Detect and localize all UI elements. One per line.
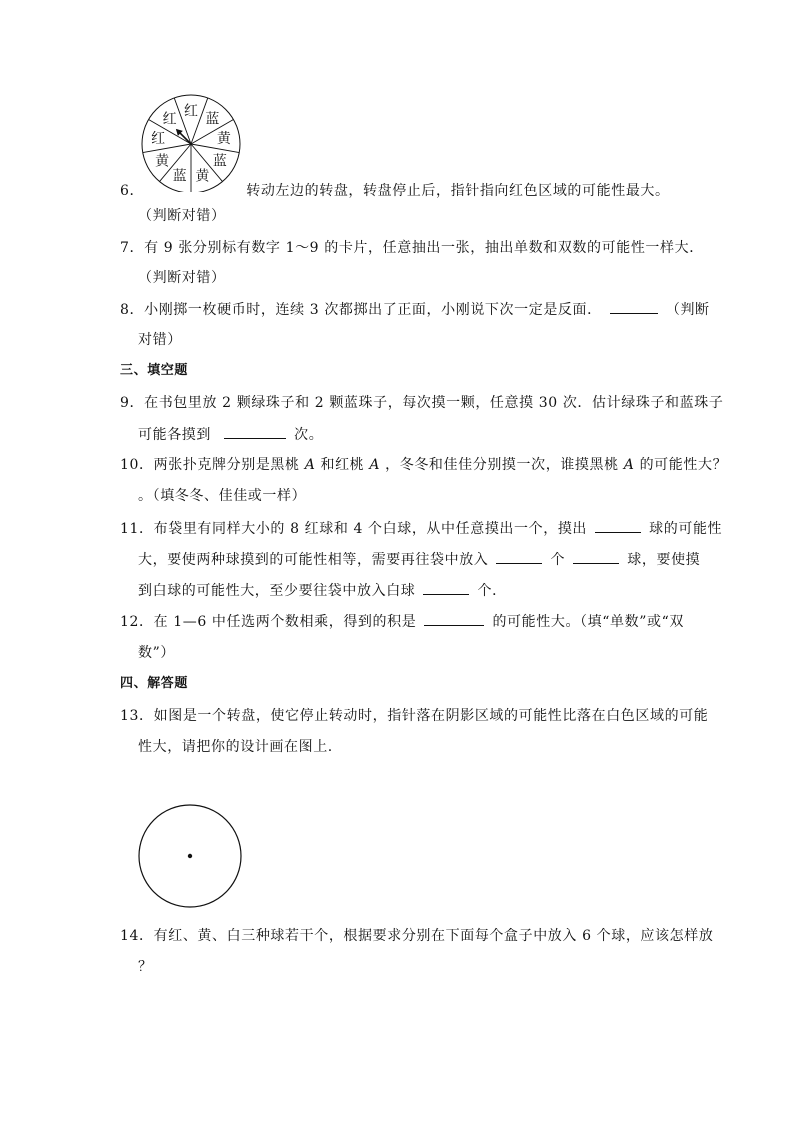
question-9: 9．在书包里放 2 颗绿珠子和 2 颗蓝珠子，每次摸一颗，任意摸 30 次．估计绿珠子和蓝珠子 bbox=[120, 395, 724, 411]
question-8: 8．小刚掷一枚硬币时，连续 3 次都掷出了正面，小刚说下次一定是反面． （判断 bbox=[120, 299, 710, 320]
sector-label: 红 bbox=[184, 103, 198, 120]
spinner-diagram bbox=[138, 92, 258, 192]
question-14: 14．有红、黄、白三种球若干个，根据要求分别在下面每个盒子中放入 6 个球，应该怎样放 bbox=[120, 928, 714, 944]
sector-label: 黄 bbox=[155, 153, 170, 170]
question-9-cont: 可能各摸到 次。 bbox=[138, 424, 323, 445]
sector-divider bbox=[143, 144, 191, 153]
sector-label: 红 bbox=[162, 111, 177, 128]
answer-blank[interactable] bbox=[573, 549, 619, 564]
question-13: 13．如图是一个转盘，使它停止转动时，指针落在阴影区域的可能性比落在白色区域的可能 bbox=[120, 708, 709, 724]
question-13-cont: 性大，请把你的设计画在图上. bbox=[138, 739, 333, 755]
sector-label: 红 bbox=[151, 131, 166, 148]
question-8-cont: 对错） bbox=[138, 332, 182, 348]
section-title: 四、解答题 bbox=[120, 676, 189, 691]
judge-note: （判断对错） bbox=[138, 208, 226, 224]
spinner-center-dot bbox=[188, 854, 192, 858]
answer-blank[interactable] bbox=[224, 424, 286, 439]
question-14-cont: ？ bbox=[138, 959, 153, 975]
section-title: 三、填空题 bbox=[120, 363, 189, 378]
question-number: 6． bbox=[120, 183, 145, 199]
answer-blank[interactable] bbox=[610, 299, 658, 314]
question-11-cont: 大，要使两种球摸到的可能性相等，需要再往袋中放入 个 球，要使摸 bbox=[138, 549, 700, 570]
answer-blank[interactable] bbox=[496, 549, 542, 564]
question-10: 10．两张扑克牌分别是黑桃 A 和红桃 A ，冬冬和佳佳分别摸一次，谁摸黑桃 A 的可能性大？ bbox=[120, 457, 728, 473]
question-text: 转动左边的转盘，转盘停止后，指针指向红色区域的可能性最大。 bbox=[246, 183, 670, 199]
sector-label: 蓝 bbox=[205, 111, 220, 128]
sector-label: 蓝 bbox=[212, 153, 227, 170]
question-11: 11．布袋里有同样大小的 8 红球和 4 个白球，从中任意摸出一个，摸出 球的可能性 bbox=[120, 518, 722, 539]
question-6 bbox=[120, 181, 670, 201]
sector-divider bbox=[191, 144, 239, 153]
question-12: 12．在 1—6 中任选两个数相乘，得到的积是 的可能性大。（填“单数”或“双 bbox=[120, 611, 684, 632]
answer-blank[interactable] bbox=[595, 518, 641, 533]
sector-label: 黄 bbox=[195, 168, 210, 185]
question-11-cont2: 到白球的可能性大，至少要往袋中放入白球 个． bbox=[138, 580, 507, 601]
sector-label: 蓝 bbox=[172, 168, 187, 185]
sector-label: 黄 bbox=[216, 131, 231, 148]
question-12-cont: 数”） bbox=[138, 645, 175, 661]
answer-blank[interactable] bbox=[424, 611, 484, 626]
judge-note: （判断对错） bbox=[138, 270, 226, 286]
answer-blank[interactable] bbox=[423, 580, 469, 595]
question-7: 7．有 9 张分别标有数字 1～9 的卡片，任意抽出一张，抽出单数和双数的可能性一样大． bbox=[120, 240, 704, 256]
blank-spinner-diagram[interactable] bbox=[136, 802, 244, 910]
question-10-cont: 。（填冬冬、佳佳或一样） bbox=[138, 488, 307, 504]
